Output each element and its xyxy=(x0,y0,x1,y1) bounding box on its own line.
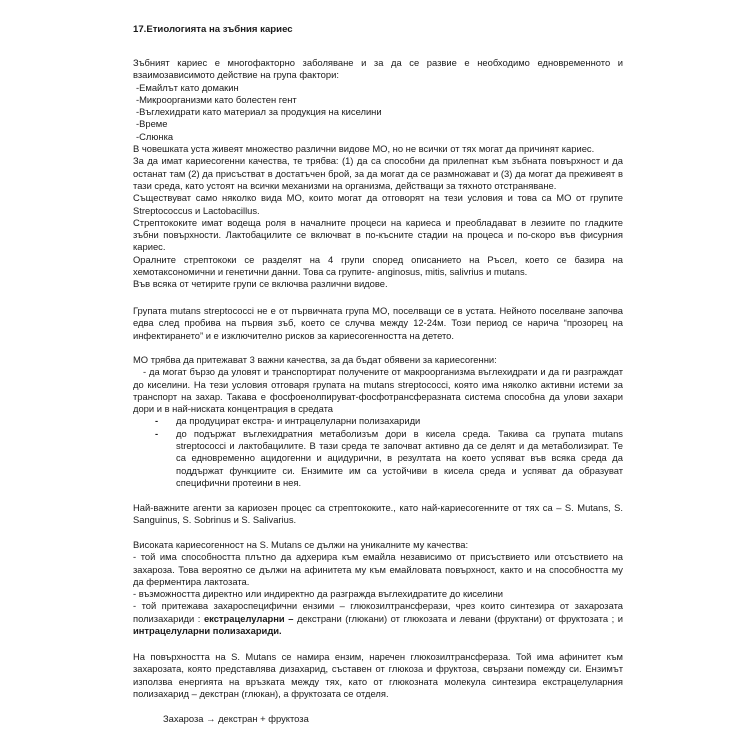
factor-item: -Емайлът като домакин xyxy=(136,81,239,93)
paragraph: Оралните стрептококи се разделят на 4 групи според описанието на Ръсел, което се базира на хемотаксономични и генетични данни. Това са групите- anginosus, mitis, salivrius и mutans. xyxy=(133,253,623,278)
intro-paragraph: Зъбният кариес е многофакторно заболяване и за да се развие е необходимо едновременното и взаимозависимото действие на група фактори: xyxy=(133,57,623,81)
paragraph-title: МО трябва да притежават 3 важни качества, за да бъдат обявени за кариесогенни: xyxy=(133,354,497,365)
bullet-dash xyxy=(155,428,158,440)
paragraph: Най-важните агенти за кариозен процес са стрептококите., като най-кариесогенните от тях са – S. Mutans, S. Sanguinus, S. Sobrinus и S. Salivarius. xyxy=(133,502,623,526)
bold-term: екстрацелуларни – xyxy=(203,612,294,624)
reaction-formula: Захароза → декстран + фруктоза xyxy=(163,713,309,724)
factor-item: -Микроорганизми като болестен гент xyxy=(136,93,297,105)
text-run: - той притежава захароспецифични ензими – глюкозилтрансферази, чрез които синтезира от захарозата полизахариди : xyxy=(133,600,623,624)
bold-term: интрацелуларни полизахариди. xyxy=(133,625,282,637)
paragraph: За да имат кариесогенни качества, те трябва: (1) да са способни да прилепнат към зъбната повърхност и да останат там (2) да присъстват в достатъчен брой, за да могат да се размножават и (3) да могат да преживеят в тази среда, като устоят на всички механизми на организма, действащи за тяхното отстраняване. xyxy=(133,155,623,191)
mutans-block xyxy=(133,305,623,342)
paragraph: В човешката уста живеят множество различни видове МО, но не всички от тях могат да причинят кариес. xyxy=(133,143,595,155)
s-mutans-block xyxy=(133,539,623,637)
bullet-item xyxy=(155,415,623,427)
bullet-text: до подържат въглехидратния метаболизъм дори в кисела среда. Такива са групата mutans streptococci и лактобацилите. В тази среда те започват активно да се делят и да метаболизират. Те са едновременно ацидогенни и ацидурични, в резултата на което успяват във всяка среда да поддържат функциите си. Ензимите им са устойчиви в кисела среда и успяват да образуват специфични протеини в нея. xyxy=(176,427,623,488)
section-heading: 17.Етиологията на зъбния кариес xyxy=(133,24,293,35)
factor-item: -Слюнка xyxy=(136,130,174,142)
intro-block xyxy=(133,57,623,291)
bullet-dash xyxy=(155,415,158,427)
enzyme-block xyxy=(133,651,623,700)
factor-item: -Въглехидрати като материал за продукция на киселини xyxy=(136,106,382,118)
paragraph xyxy=(133,600,623,637)
bullet-text: да продуцират екстра- и интрацелуларни полизахариди xyxy=(176,415,421,427)
paragraph: Групата mutans streptococci не е от първичната група МО, поселващи се в устата. Нейното поселване започва едва след пробива на първия зъб, което се случва между 12-24м. Този период се нарича “прозорец на инфектирането” и е изключително рисков за кариесогенността на детето. xyxy=(133,305,623,341)
paragraph: Във всяка от четирите групи се включва различни видове. xyxy=(133,278,388,290)
factor-item: -Време xyxy=(136,118,168,130)
agents-block xyxy=(133,502,623,527)
paragraph-title: Високата кариесогенност на S. Mutans се дължи на уникалните му качества: xyxy=(133,539,469,550)
paragraph: Стрептококите имат водеща роля в началните процеси на кариеса и преобладават в лезиите по гладките зъбни повърхности. Лактобацилите се включват в по-късните стадии на процеса и по-скоро във фисурния кариес. xyxy=(133,216,623,253)
paragraph: - той има способността плътно да адхерира към емайла независимо от присъствието или отсъствието на захароза. Това вероятно се дължи на афинитета му към емайловата повърхност, както и на способността му да ферментира лактозата. xyxy=(133,551,623,587)
bullet-item xyxy=(155,428,623,489)
paragraph: - възможността директно или индиректно да разгражда въглехидратите до киселини xyxy=(133,588,504,600)
qualities-block xyxy=(133,354,623,489)
paragraph: Съществуват само няколко вида МО, които могат да отговорят на тези условия и това са МО от групите Streptococcus и Lactobacillus. xyxy=(133,192,623,216)
paragraph: На повърхността на S. Mutans се намира ензим, наречен глюкозилтрансфераза. Той има афинитет към захарозата, която представлява дизахарид, съставен от глюкоза и фруктоза, свързани помежду си. Ензимът използва енергията на връзката между тях, като от глюкозната молекула синтезира екстрацелуларния полизахарид – декстран (глюкан), а фруктозата се отделя. xyxy=(133,651,623,699)
text-run: декстрани (глюкани) от глюкозата и левани (фруктани) от фруктозата ; и xyxy=(293,612,623,624)
paragraph: - да могат бързо да уловят и транспортират получените от макроорганизма въглехидрати и да ги разграждат до киселини. На тези условия отговаря групата на mutans streptococci, която има няколко активни истеми за транспорт на захар. Такава е фосфоенолпируват-фосфотрансферазната система способна да улови захари дори и в най-ниската концентрация в средата xyxy=(133,366,623,415)
